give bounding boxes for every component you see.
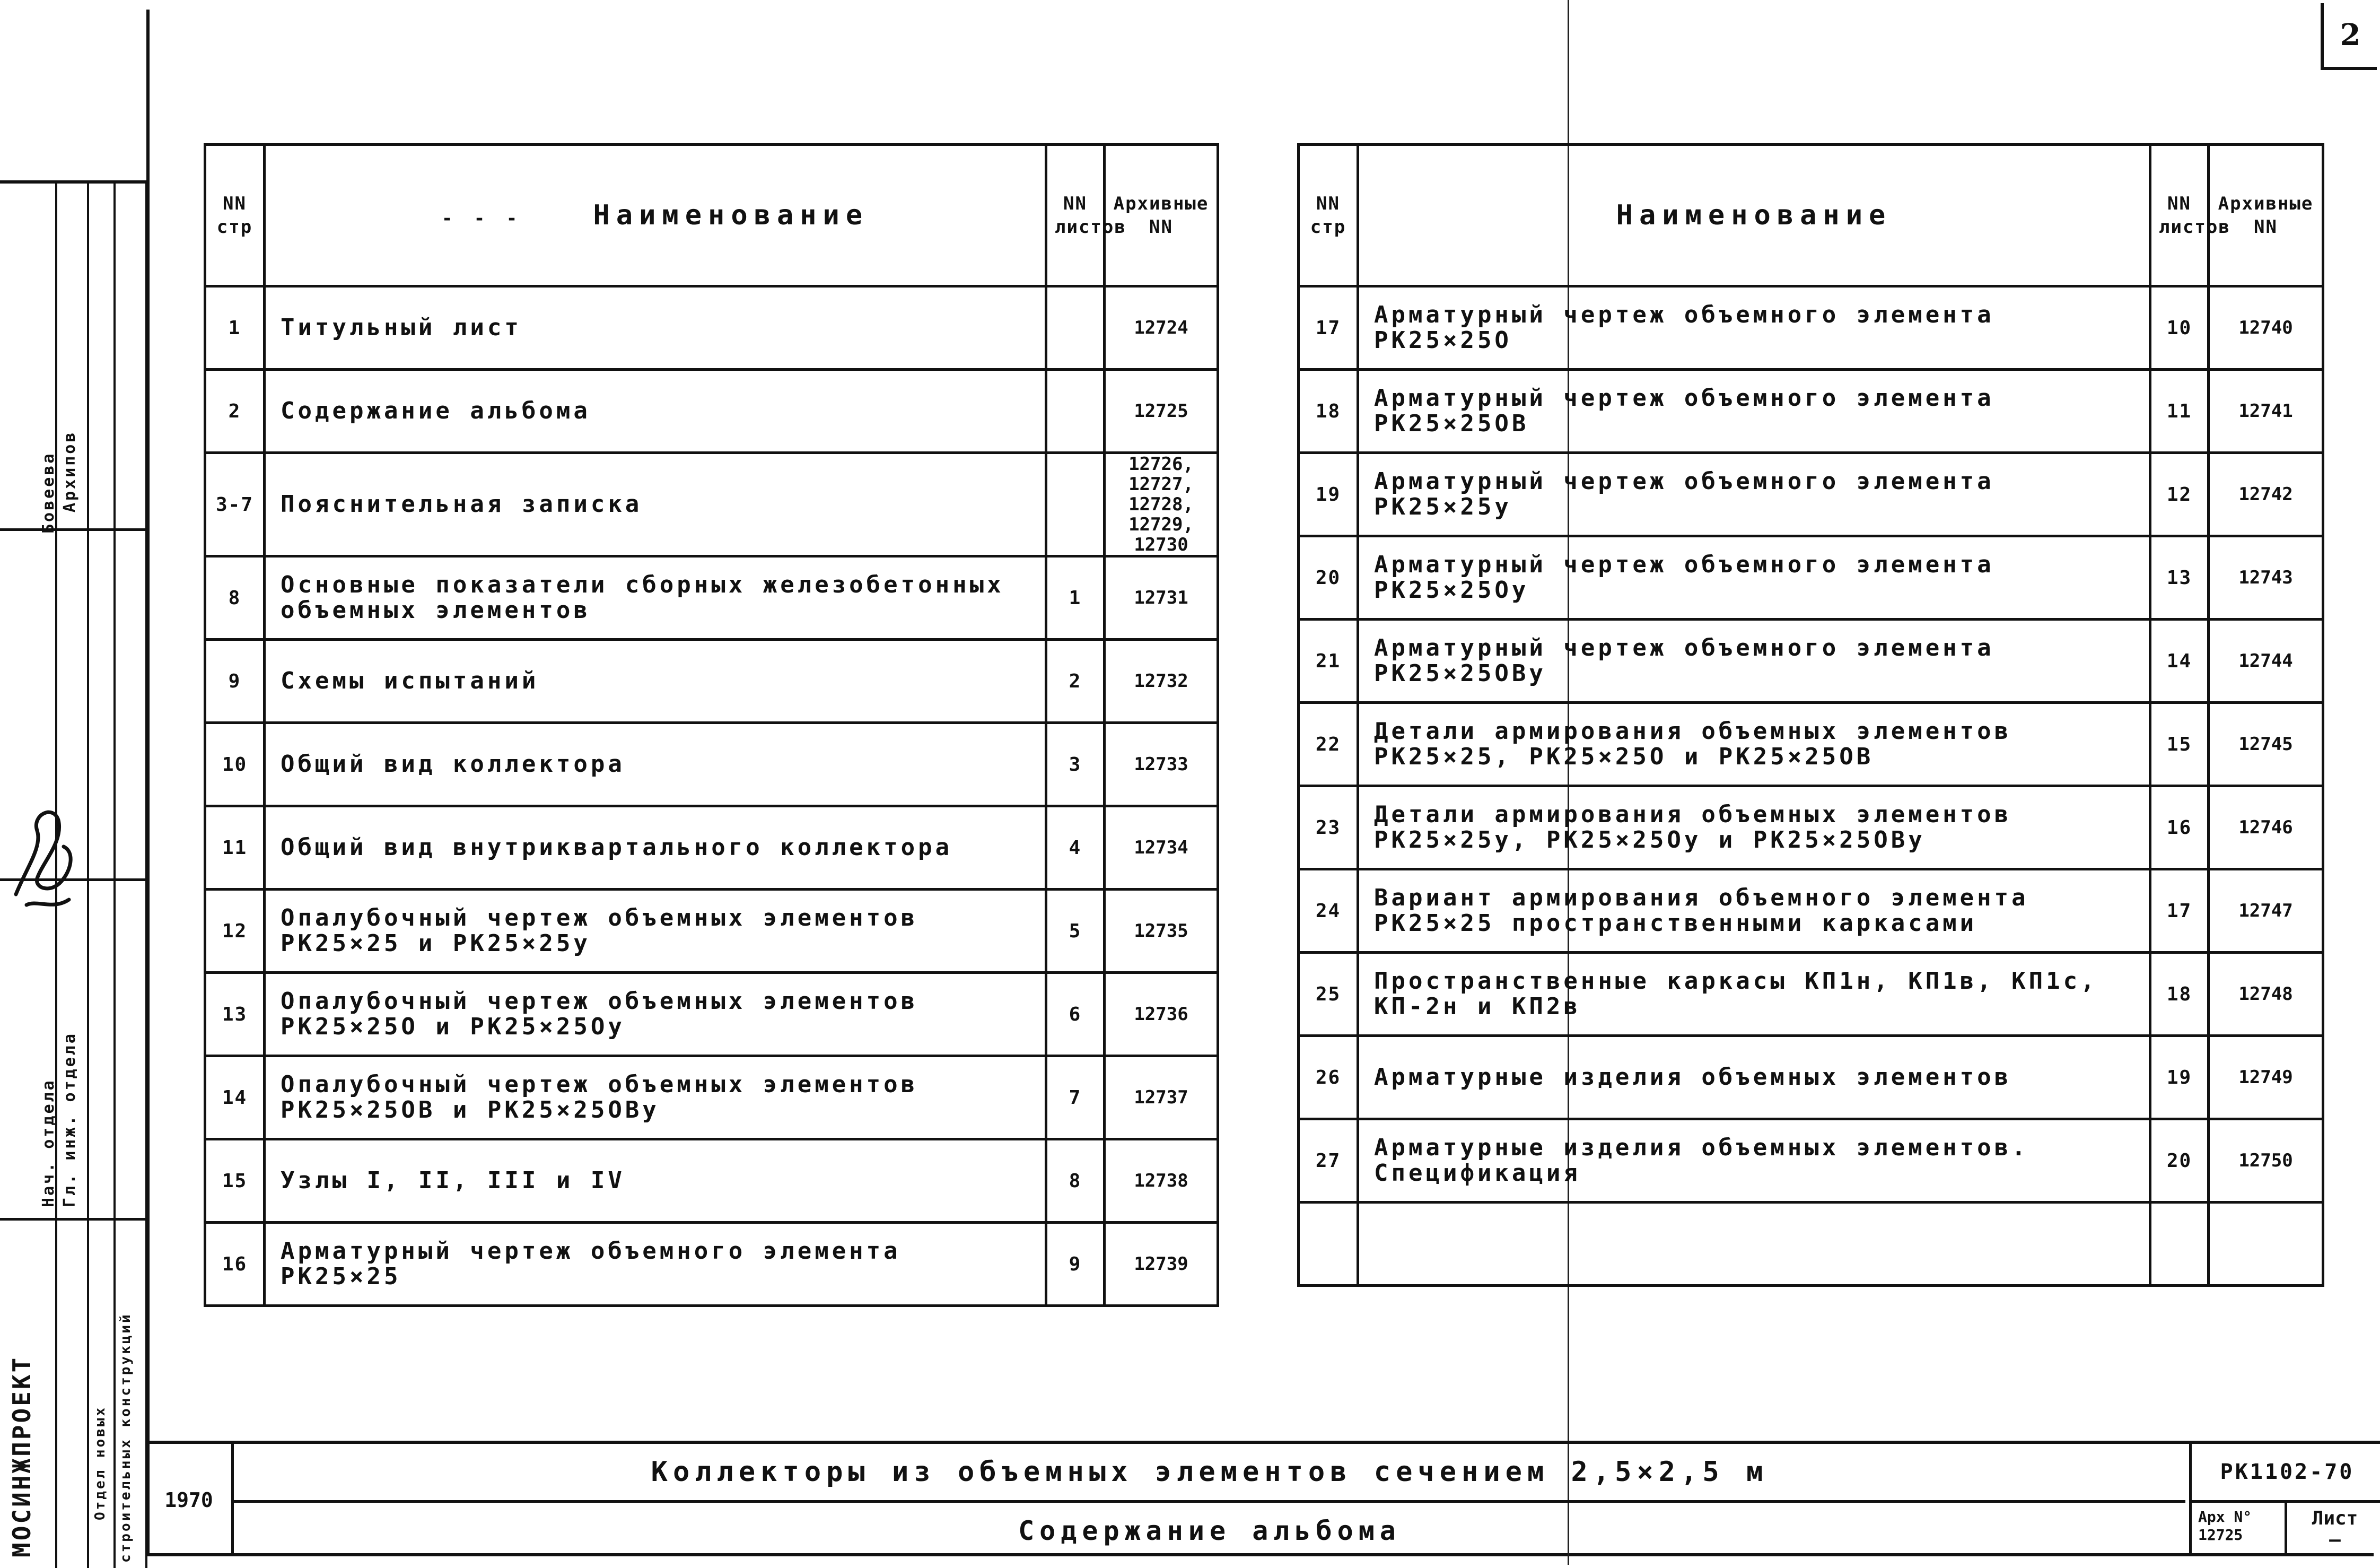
header-sheets: NN листов	[2150, 145, 2209, 286]
table-row	[1299, 1203, 2323, 1286]
row-sheets: 2	[1046, 640, 1105, 723]
row-page: 11	[205, 806, 265, 890]
archive-label: Арх N°	[2198, 1508, 2252, 1526]
row-sheets	[1046, 370, 1105, 453]
row-name: Детали армирования объемных элементов РК25×25у, РК25×25Оу и РК25×25ОВу	[1358, 786, 2150, 869]
row-name: Арматурные изделия объемных элементов	[1358, 1036, 2150, 1119]
title-year: 1970	[146, 1444, 234, 1556]
header-archive: Архивные NN	[2209, 145, 2323, 286]
row-name: Общий вид коллектора	[265, 723, 1046, 806]
row-name: Арматурный чертеж объемного элемента РК25×25	[265, 1223, 1046, 1306]
row-archive: 12724	[1105, 286, 1218, 370]
side-dept-1: Отдел новых	[92, 1405, 108, 1520]
side-surname-2: Архипов	[60, 430, 79, 512]
row-page: 24	[1299, 869, 1358, 953]
table-row	[1299, 1036, 2323, 1119]
row-sheets: 18	[2150, 953, 2209, 1036]
table-row	[205, 556, 1218, 640]
row-name: Арматурный чертеж объемного элемента РК25×25ОВу	[1358, 620, 2150, 703]
row-name: Опалубочный чертеж объемных элементов РК25×25 и РК25×25у	[265, 890, 1046, 973]
row-sheets: 7	[1046, 1056, 1105, 1139]
row-sheets	[1046, 286, 1105, 370]
header-name: Наименование	[1358, 145, 2150, 286]
row-archive: 12737	[1105, 1056, 1218, 1139]
row-sheets: 1	[1046, 556, 1105, 640]
album-title: Коллекторы из объемных элементов сечением 2,5×2,5 м	[651, 1456, 1769, 1488]
row-archive: 12731	[1105, 556, 1218, 640]
archive-cell	[2192, 1500, 2287, 1556]
row-name	[1358, 1203, 2150, 1286]
row-page: 17	[1299, 286, 1358, 370]
table-row	[1299, 869, 2323, 953]
sheet-label: Лист	[2312, 1508, 2358, 1529]
row-page: 15	[205, 1139, 265, 1223]
row-page: 25	[1299, 953, 1358, 1036]
page-number: 2	[2321, 3, 2377, 70]
row-archive: 12749	[2209, 1036, 2323, 1119]
row-sheets: 9	[1046, 1223, 1105, 1306]
side-stamp	[0, 180, 146, 1565]
row-archive: 12746	[2209, 786, 2323, 869]
row-archive: 12733	[1105, 723, 1218, 806]
row-sheets: 13	[2150, 536, 2209, 620]
table-row	[1299, 620, 2323, 703]
row-sheets: 12	[2150, 453, 2209, 536]
row-page: 2	[205, 370, 265, 453]
row-page: 26	[1299, 1036, 1358, 1119]
header-name-label: Наименование	[593, 199, 869, 231]
row-name: Узлы I, II, III и IV	[265, 1139, 1046, 1223]
table-row	[1299, 370, 2323, 453]
row-sheets: 6	[1046, 973, 1105, 1056]
row-page: 19	[1299, 453, 1358, 536]
title-block-codes	[2189, 1444, 2380, 1556]
row-archive: 12740	[2209, 286, 2323, 370]
header-sheets: NN листов	[1046, 145, 1105, 286]
row-page: 8	[205, 556, 265, 640]
row-name: Арматурные изделия объемных элементов. Спецификация	[1358, 1119, 2150, 1203]
row-page: 3-7	[205, 453, 265, 556]
row-name: Титульный лист	[265, 286, 1046, 370]
row-name: Арматурный чертеж объемного элемента РК25×25О	[1358, 286, 2150, 370]
row-sheets: 10	[2150, 286, 2209, 370]
row-archive: 12744	[2209, 620, 2323, 703]
row-archive: 12738	[1105, 1139, 1218, 1223]
row-name: Содержание альбома	[265, 370, 1046, 453]
row-name: Арматурный чертеж объемного элемента РК25×25у	[1358, 453, 2150, 536]
header-page: NN стр	[1299, 145, 1358, 286]
row-name: Пояснительная записка	[265, 453, 1046, 556]
signature-icon	[5, 772, 85, 931]
side-dept-2: строительных конструкций	[118, 1312, 134, 1563]
row-archive: 12747	[2209, 869, 2323, 953]
row-page: 22	[1299, 703, 1358, 786]
row-archive: 12742	[2209, 453, 2323, 536]
row-name: Общий вид внутриквартального коллектора	[265, 806, 1046, 890]
header-name	[265, 145, 1046, 286]
row-page: 18	[1299, 370, 1358, 453]
table-row	[205, 890, 1218, 973]
table-row	[205, 1056, 1218, 1139]
table-row	[1299, 286, 2323, 370]
row-archive: 12726, 12727, 12728, 12729, 12730	[1105, 453, 1218, 556]
row-page: 10	[205, 723, 265, 806]
row-sheets: 20	[2150, 1119, 2209, 1203]
row-archive	[2209, 1203, 2323, 1286]
row-name: Основные показатели сборных железобетонных объемных элементов	[265, 556, 1046, 640]
row-archive: 12750	[2209, 1119, 2323, 1203]
table-row	[205, 286, 1218, 370]
row-sheets: 19	[2150, 1036, 2209, 1119]
project-code: РК1102-70	[2220, 1460, 2355, 1484]
row-sheets	[2150, 1203, 2209, 1286]
row-sheets: 8	[1046, 1139, 1105, 1223]
row-archive: 12725	[1105, 370, 1218, 453]
row-sheets	[1046, 453, 1105, 556]
row-name: Арматурный чертеж объемного элемента РК25×25Оу	[1358, 536, 2150, 620]
row-archive: 12735	[1105, 890, 1218, 973]
table-row	[1299, 1119, 2323, 1203]
row-page: 23	[1299, 786, 1358, 869]
row-name: Вариант армирования объемного элемента РК25×25 пространственными каркасами	[1358, 869, 2150, 953]
table-header-row	[1299, 145, 2323, 286]
row-name: Пространственные каркасы КП1н, КП1в, КП1с, КП-2н и КП2в	[1358, 953, 2150, 1036]
table-row	[1299, 703, 2323, 786]
row-page: 27	[1299, 1119, 1358, 1203]
row-sheets: 14	[2150, 620, 2209, 703]
row-archive: 12736	[1105, 973, 1218, 1056]
row-sheets: 5	[1046, 890, 1105, 973]
row-name: Схемы испытаний	[265, 640, 1046, 723]
table-row	[1299, 453, 2323, 536]
header-dashes: - - -	[441, 208, 523, 229]
side-org: МОСИНЖПРОЕКТ	[7, 1355, 36, 1557]
row-archive: 12734	[1105, 806, 1218, 890]
table-row	[1299, 536, 2323, 620]
table-row	[205, 723, 1218, 806]
table-row	[1299, 953, 2323, 1036]
row-page	[1299, 1203, 1358, 1286]
sheet-value: —	[2329, 1529, 2341, 1550]
row-archive: 12732	[1105, 640, 1218, 723]
table-row	[1299, 786, 2323, 869]
row-archive: 12748	[2209, 953, 2323, 1036]
table-row	[205, 453, 1218, 556]
row-name: Детали армирования объемных элементов РК25×25, РК25×25О и РК25×25ОВ	[1358, 703, 2150, 786]
side-surname-1: Бовеева	[39, 451, 58, 534]
table-header-row	[205, 145, 1218, 286]
row-page: 1	[205, 286, 265, 370]
row-name: Арматурный чертеж объемного элемента РК25×25ОВ	[1358, 370, 2150, 453]
archive-value: 12725	[2198, 1526, 2243, 1544]
header-page: NN стр	[205, 145, 265, 286]
header-archive: Архивные NN	[1105, 145, 1218, 286]
table-row	[205, 640, 1218, 723]
row-page: 20	[1299, 536, 1358, 620]
row-page: 9	[205, 640, 265, 723]
row-sheets: 16	[2150, 786, 2209, 869]
row-sheets: 15	[2150, 703, 2209, 786]
row-sheets: 3	[1046, 723, 1105, 806]
row-archive: 12745	[2209, 703, 2323, 786]
row-name: Опалубочный чертеж объемных элементов РК25×25О и РК25×25Оу	[265, 973, 1046, 1056]
row-page: 14	[205, 1056, 265, 1139]
row-page: 13	[205, 973, 265, 1056]
side-role-2: Гл. инж. отдела	[60, 1032, 79, 1207]
row-sheets: 17	[2150, 869, 2209, 953]
title-block	[146, 1441, 2380, 1560]
row-sheets: 11	[2150, 370, 2209, 453]
table-row	[205, 1223, 1218, 1306]
table-row	[205, 370, 1218, 453]
sheet-cell	[2287, 1500, 2380, 1556]
table-row	[205, 973, 1218, 1056]
row-name: Опалубочный чертеж объемных элементов РК25×25ОВ и РК25×25ОВу	[265, 1056, 1046, 1139]
toc-table-left	[204, 143, 1219, 1307]
row-page: 21	[1299, 620, 1358, 703]
sheet-title: Содержание альбома	[234, 1500, 2185, 1559]
side-role-1: Нач. отдела	[39, 1078, 58, 1207]
row-archive: 12741	[2209, 370, 2323, 453]
row-archive: 12743	[2209, 536, 2323, 620]
table-row	[205, 1139, 1218, 1223]
table-row	[205, 806, 1218, 890]
row-archive: 12739	[1105, 1223, 1218, 1306]
row-page: 16	[205, 1223, 265, 1306]
row-sheets: 4	[1046, 806, 1105, 890]
toc-table-right	[1297, 143, 2324, 1287]
row-page: 12	[205, 890, 265, 973]
